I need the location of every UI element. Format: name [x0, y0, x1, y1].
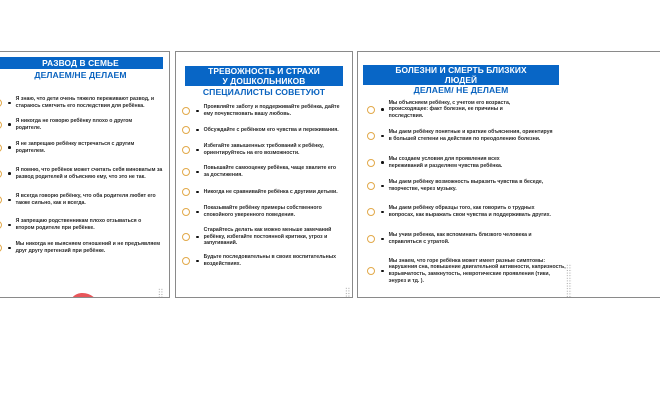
- bullet-ring-icon: [0, 196, 2, 204]
- bullet-dot-icon: [381, 135, 384, 138]
- item-text: Мы даем ребёнку образцы того, как говорить о трудных вопросах, как выражать свои чувства и поддерживать других.: [388, 205, 551, 218]
- bullet-ring-icon: [367, 235, 375, 243]
- item-text: Мы даем ребёнку возможность выразить чувства в беседе, творчестве, через музыку.: [388, 179, 544, 192]
- bullet-dot-icon: [381, 161, 384, 164]
- item-text: Мы никогда не выясняем отношений и не предъявляем друг другу претензий при ребёнке.: [15, 241, 161, 254]
- item-list: [0, 93, 166, 258]
- bullet-ring-icon: [367, 267, 375, 275]
- bullet-ring-icon: [182, 257, 190, 265]
- bullet-ring-icon: [182, 233, 190, 241]
- card-title-line: ЛЮДЕЙ: [444, 74, 478, 85]
- item-text: Мы учим ребенка, как вспоминать близкого человека и справляться с утратой.: [388, 232, 532, 245]
- card-subtitle: ДЕЛАЕМ/ НЕ ДЕЛАЕМ: [413, 85, 509, 95]
- bullet-ring-icon: [367, 159, 375, 167]
- item-text: Мы знаем, что горе ребёнка может имеет разные симптомы: нарушения сна, повышение двигательной активности, капризность, взрывчатость, замкнутость, невротические проявления (тики, энурез и тд. ).: [388, 257, 566, 284]
- bullet-dot-icon: [381, 185, 384, 188]
- bullet-dot-icon: [196, 260, 199, 263]
- bullet-ring-icon: [182, 208, 190, 216]
- list-item: [182, 101, 350, 121]
- bullet-dot-icon: [8, 146, 11, 149]
- item-list: [182, 101, 350, 271]
- item-text: Я помню, что ребёнок может считать себя виноватым за развод родителей и объясняю ему, что это не так.: [15, 166, 163, 180]
- list-item: [0, 159, 166, 188]
- item-text: Мы даем ребёнку понятные и краткие объяснения, ориентируя в большей степени на действия по преодолению болезни.: [388, 129, 553, 142]
- item-list: [367, 97, 572, 291]
- list-item: [367, 227, 572, 251]
- list-item: [182, 251, 350, 271]
- bullet-dot-icon: [196, 171, 199, 174]
- item-text: Повышайте самооценку ребёнка, чаще хвалите его за достижения.: [203, 165, 337, 178]
- bullet-dot-icon: [8, 102, 11, 105]
- list-item: [0, 188, 166, 212]
- bullet-ring-icon: [0, 244, 2, 252]
- bullet-ring-icon: [367, 182, 375, 190]
- list-item: [367, 251, 572, 291]
- broken-heart-icon: [65, 288, 133, 298]
- item-text: Мы объясняем ребёнку, с учетом его возраста, происходящее: факт болезни, ее причины и последствия.: [388, 99, 511, 119]
- card-title-line: У ДОШКОЛЬНИКОВ: [222, 75, 306, 86]
- bullet-dot-icon: [381, 108, 384, 111]
- item-text: Я знаю, что дети очень тяжело переживают развод, и стараюсь смягчить его последствия для ребёнка.: [15, 96, 155, 109]
- bullet-dot-icon: [381, 238, 384, 241]
- bullet-dot-icon: [196, 129, 199, 132]
- bullet-ring-icon: [0, 121, 2, 129]
- list-item: [182, 139, 350, 161]
- bullet-dot-icon: [381, 270, 384, 273]
- bullet-ring-icon: [182, 107, 190, 115]
- item-text: Никогда не сравнивайте ребёнка с другими детьми.: [203, 188, 338, 195]
- list-item: [367, 122, 572, 150]
- bullet-ring-icon: [182, 146, 190, 154]
- card-subtitle: ДЕЛАЕМ/НЕ ДЕЛАЕМ: [34, 70, 127, 80]
- card-title: РАЗВОД В СЕМЬЕ: [42, 58, 119, 68]
- card-title-line: ТРЕВОЖНОСТЬ И СТРАХИ: [208, 66, 320, 76]
- card-divorce: [0, 51, 170, 298]
- dot-pattern-vertical: [345, 287, 350, 298]
- bullet-dot-icon: [8, 247, 11, 250]
- list-item: [367, 150, 572, 175]
- bullet-ring-icon: [182, 126, 190, 134]
- dot-pattern-vertical: [158, 288, 163, 298]
- list-item: [367, 175, 572, 197]
- card-title-band: [185, 66, 343, 86]
- dot-pattern-vertical: [566, 264, 572, 298]
- bullet-dot-icon: [8, 123, 11, 126]
- list-item: [367, 97, 572, 122]
- item-text: Я никогда не говорю ребёнку плохо о другом родителе.: [15, 117, 133, 131]
- list-item: [182, 183, 350, 201]
- bullet-dot-icon: [196, 191, 199, 194]
- bullet-ring-icon: [0, 221, 2, 229]
- bullet-dot-icon: [8, 199, 11, 202]
- item-text: Избегайте завышенных требований к ребёнку, ориентируйтесь на его возможности.: [203, 143, 324, 156]
- bullet-dot-icon: [8, 172, 11, 175]
- list-item: [182, 161, 350, 183]
- item-text: Будьте последовательны в своих воспитательных воздействиях.: [203, 254, 337, 267]
- list-item: [367, 197, 572, 227]
- list-item: [0, 136, 166, 159]
- bullet-dot-icon: [381, 211, 384, 214]
- bullet-dot-icon: [196, 110, 199, 113]
- list-item: [182, 223, 350, 251]
- card-title-band: [363, 65, 559, 85]
- item-text: Я запрещаю родственникам плохо отзываться о втором родителе при ребёнке.: [15, 218, 142, 231]
- list-item: [182, 121, 350, 139]
- card-subtitle: СПЕЦИАЛИСТЫ СОВЕТУЮТ: [202, 87, 326, 97]
- list-item: [182, 201, 350, 223]
- item-text: Старайтесь делать как можно меньше замечаний ребёнку, избегайте постоянной критики, угроз и запугиваний.: [203, 227, 332, 247]
- item-text: Я не запрещаю ребёнку встречаться с другим родителем.: [15, 140, 135, 154]
- list-item: [0, 113, 166, 136]
- card-title-line: БОЛЕЗНИ И СМЕРТЬ БЛИЗКИХ: [395, 65, 527, 75]
- bullet-dot-icon: [8, 224, 11, 227]
- bullet-ring-icon: [182, 188, 190, 196]
- list-item: [0, 93, 166, 113]
- bullet-dot-icon: [196, 236, 199, 239]
- bullet-ring-icon: [182, 168, 190, 176]
- bullet-ring-icon: [0, 170, 2, 178]
- list-item: [0, 212, 166, 238]
- item-text: Я всегда говорю ребёнку, что оба родителя любят его также сильно, как и всегда.: [15, 193, 156, 206]
- item-text: Обсуждайте с ребёнком его чувства и переживания.: [203, 126, 339, 133]
- item-text: Проявляйте заботу и поддерживайте ребёнка, дайте ему почувствовать вашу любовь.: [203, 104, 340, 117]
- bullet-ring-icon: [367, 208, 375, 216]
- card-title-band: [0, 57, 163, 69]
- bullet-dot-icon: [196, 149, 199, 152]
- bullet-ring-icon: [0, 99, 2, 107]
- list-item: [0, 238, 166, 258]
- item-text: Показывайте ребёнку примеры собственного спокойного уверенного поведения.: [203, 205, 322, 218]
- bullet-dot-icon: [196, 211, 199, 214]
- bullet-ring-icon: [367, 132, 375, 140]
- card-illness-death: [357, 51, 660, 298]
- bullet-ring-icon: [0, 144, 2, 152]
- bullet-ring-icon: [367, 106, 375, 114]
- item-text: Мы создаем условия для проявления всех переживаний и разделяем чувства ребёнка.: [388, 155, 503, 169]
- card-anxiety: [175, 51, 353, 298]
